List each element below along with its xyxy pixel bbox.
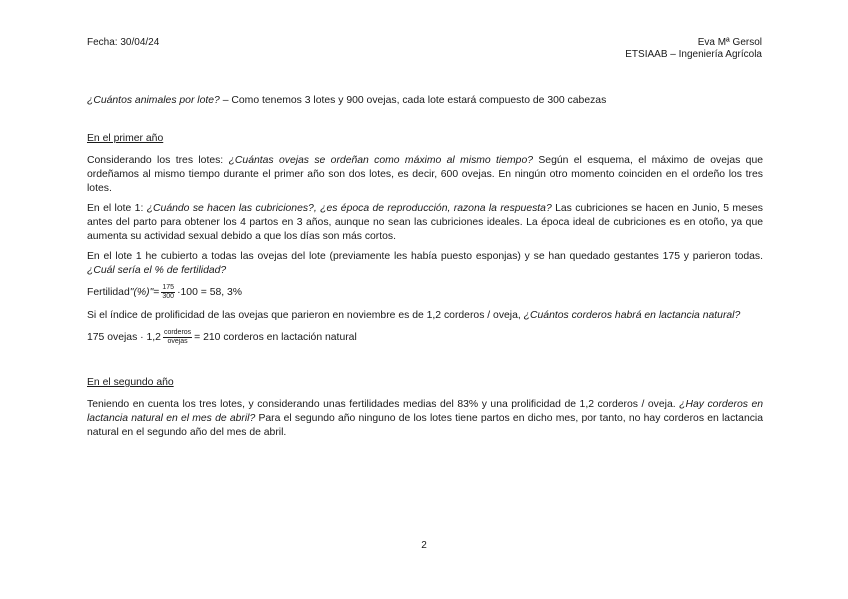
year2-paragraph-1	[87, 398, 763, 440]
year1-p1-text: Considerando los tres lotes:	[87, 155, 229, 166]
year1-paragraph-4	[87, 309, 763, 323]
intro-paragraph	[87, 94, 763, 108]
section-title-year2: En el segundo año	[87, 377, 174, 388]
year2-p1-question: ¿Hay corderos en lactancia natural en el mes de abril?	[87, 399, 763, 424]
formula1-equals: =	[153, 286, 160, 298]
intro-question: ¿Cuántos animales por lote?	[87, 95, 220, 106]
formula2-result: = 210 corderos en lactación natural	[194, 331, 357, 343]
year1-paragraph-1	[87, 154, 763, 196]
formula2-denominator: ovejas	[167, 338, 188, 345]
intro-answer: – Como tenemos 3 lotes y 900 ovejas, cada lote estará compuesto de 300 cabezas	[219, 95, 607, 106]
formula1-denominator: 300	[162, 293, 175, 300]
header-school: ETSIAAB – Ingeniería Agrícola	[625, 49, 762, 60]
year2-p1-answer: Para el segundo año ninguno de los lotes tiene partos en dicho mes, por tanto, no hay corderos en lactancia natural en el segundo año del mes de abril.	[87, 413, 764, 438]
year1-p2-text: En el lote 1:	[87, 203, 147, 214]
fertility-formula	[87, 284, 763, 301]
page-number: 2	[421, 540, 427, 551]
formula2-fraction	[163, 329, 192, 346]
lambs-formula	[87, 329, 763, 346]
year1-p2-answer: Las cubriciones se hacen en Junio, 5 meses antes del parto para obtener los 4 partos en 3 años, aunque no sean las cubriciones ideales. La época ideal de cubriciones es en otoño, ya que aumenta su actividad sexual debido a que los días son más cortos.	[87, 203, 763, 242]
formula1-numerator: 175	[162, 284, 175, 291]
year1-paragraph-2	[87, 202, 763, 244]
header-date: Fecha: 30/04/24	[87, 37, 160, 48]
formula2-numerator: corderos	[163, 329, 192, 336]
formula2-prefix: 175 ovejas · 1,2	[87, 331, 161, 343]
formula1-result: ·100 = 58, 3%	[177, 286, 243, 298]
formula1-fraction	[161, 284, 175, 301]
formula1-label-italic: "(%)"	[129, 286, 154, 298]
formula1-label: Fertilidad	[87, 286, 130, 298]
year1-p2-question: ¿Cuándo se hacen las cubriciones?, ¿es época de reproducción, razona la respuesta?	[146, 203, 552, 214]
year2-p1-text: Teniendo en cuenta los tres lotes, y considerando unas fertilidades medias del 83% y una prolificidad de 1,2 corderos / oveja.	[87, 399, 680, 410]
year1-p1-question: ¿Cuántas ovejas se ordeñan como máximo al mismo tiempo?	[228, 155, 534, 166]
year1-p4-text: Si el índice de prolificidad de las ovejas que parieron en noviembre es de 1,2 corderos / oveja,	[87, 310, 524, 321]
year1-paragraph-3	[87, 250, 763, 278]
section-title-year1: En el primer año	[87, 133, 164, 144]
year1-p3-text: En el lote 1 he cubierto a todas las ovejas del lote (previamente les había puesto esponjas) y se han quedado gestantes 175 y parieron todas.	[87, 251, 763, 262]
year1-p4-question: ¿Cuántos corderos habrá en lactancia natural?	[523, 310, 741, 321]
header-author-block	[625, 37, 762, 61]
year1-p1-answer: Según el esquema, el máximo de ovejas que ordeñamos al mismo tiempo durante el primer año son dos lotes, es decir, 600 ovejas. En ningún otro momento coinciden en el ordeño los tres lotes.	[87, 155, 764, 194]
header-author: Eva Mª Gersol	[697, 37, 762, 48]
document-body	[87, 94, 763, 446]
year1-p3-question: ¿Cuál sería el % de fertilidad?	[87, 265, 227, 276]
